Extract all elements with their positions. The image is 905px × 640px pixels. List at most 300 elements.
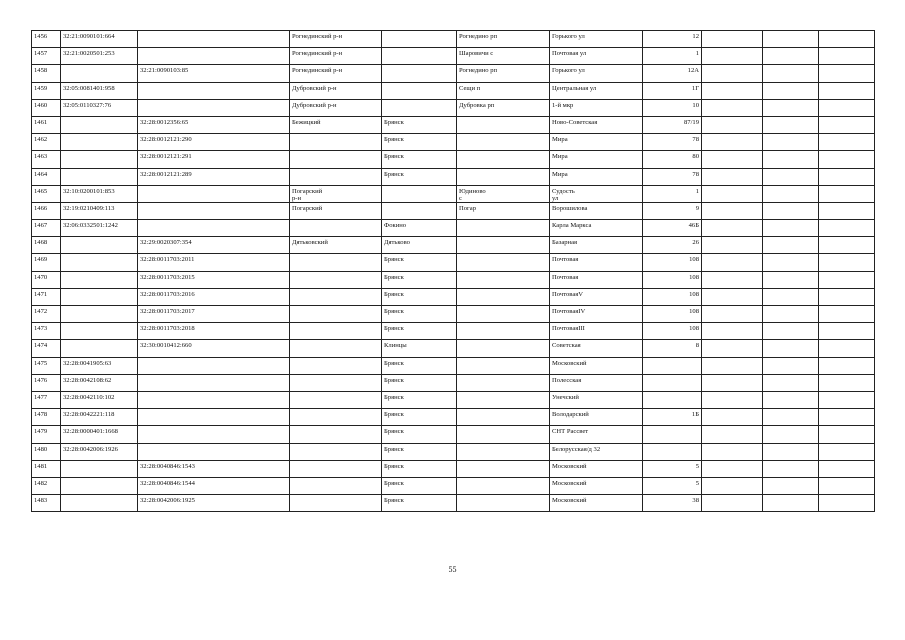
table-row bbox=[32, 151, 875, 168]
table-cell bbox=[702, 202, 763, 219]
table-cell bbox=[763, 254, 819, 271]
table-row bbox=[32, 65, 875, 82]
table-cell: Брянск bbox=[382, 168, 457, 185]
table-cell bbox=[61, 237, 138, 254]
table-cell bbox=[702, 82, 763, 99]
table-cell: 1469 bbox=[32, 254, 61, 271]
table-cell bbox=[457, 409, 550, 426]
table-cell: 32:28:0042006:1926 bbox=[61, 443, 138, 460]
table-cell: ПочтоваяIV bbox=[550, 306, 643, 323]
table-cell: 46Б bbox=[643, 220, 702, 237]
table-cell: Центральная ул bbox=[550, 82, 643, 99]
table-cell bbox=[819, 426, 875, 443]
table-cell bbox=[819, 48, 875, 65]
table-cell bbox=[819, 99, 875, 116]
table-cell bbox=[763, 134, 819, 151]
table-cell bbox=[763, 306, 819, 323]
table-cell bbox=[61, 134, 138, 151]
table-cell bbox=[702, 340, 763, 357]
table-cell: Брянск bbox=[382, 477, 457, 494]
table-cell bbox=[382, 65, 457, 82]
table-cell bbox=[457, 168, 550, 185]
table-cell bbox=[138, 99, 290, 116]
table-cell bbox=[457, 495, 550, 512]
table-cell bbox=[702, 237, 763, 254]
table-cell bbox=[457, 323, 550, 340]
table-cell: 32:21:0090103:85 bbox=[138, 65, 290, 82]
table-cell: Мира bbox=[550, 134, 643, 151]
table-cell: 32:05:0110327:76 bbox=[61, 99, 138, 116]
table-cell: 32:28:0042110:102 bbox=[61, 391, 138, 408]
table-cell: Брянск bbox=[382, 134, 457, 151]
table-cell bbox=[61, 116, 138, 133]
table-cell bbox=[457, 151, 550, 168]
table-cell: 32:28:0012356:65 bbox=[138, 116, 290, 133]
table-cell: 1481 bbox=[32, 460, 61, 477]
table-cell bbox=[138, 443, 290, 460]
table-cell bbox=[763, 99, 819, 116]
table-cell: ПочтоваяV bbox=[550, 288, 643, 305]
table-cell: 32:28:0011703:2018 bbox=[138, 323, 290, 340]
table-cell: Клинцы bbox=[382, 340, 457, 357]
table-cell: 32:10:0200101:853 bbox=[61, 185, 138, 202]
table-cell bbox=[763, 391, 819, 408]
table-cell: Мира bbox=[550, 168, 643, 185]
table-cell: 1480 bbox=[32, 443, 61, 460]
table-cell: 108 bbox=[643, 288, 702, 305]
table-cell: 1471 bbox=[32, 288, 61, 305]
table-cell bbox=[290, 495, 382, 512]
table-cell bbox=[763, 288, 819, 305]
table-cell: Советская bbox=[550, 340, 643, 357]
table-cell: 12А bbox=[643, 65, 702, 82]
table-cell: Рогнединский р-н bbox=[290, 31, 382, 48]
table-cell bbox=[61, 288, 138, 305]
table-cell bbox=[290, 134, 382, 151]
table-cell: 32:28:0011703:2011 bbox=[138, 254, 290, 271]
table-cell: Погарский bbox=[290, 202, 382, 219]
table-cell bbox=[643, 357, 702, 374]
table-cell bbox=[290, 460, 382, 477]
table-cell bbox=[138, 31, 290, 48]
table-cell: Дятьково bbox=[382, 237, 457, 254]
table-cell bbox=[702, 495, 763, 512]
table-cell bbox=[61, 151, 138, 168]
table-cell: 1479 bbox=[32, 426, 61, 443]
table-cell bbox=[138, 202, 290, 219]
table-cell bbox=[702, 477, 763, 494]
table-cell bbox=[819, 409, 875, 426]
table-cell: 1470 bbox=[32, 271, 61, 288]
table-body bbox=[32, 31, 875, 512]
table-cell: Дубровка рп bbox=[457, 99, 550, 116]
table-cell bbox=[763, 185, 819, 202]
table-cell: Ново-Советская bbox=[550, 116, 643, 133]
table-cell bbox=[702, 409, 763, 426]
table-cell bbox=[763, 202, 819, 219]
table-cell bbox=[457, 426, 550, 443]
table-cell: 1478 bbox=[32, 409, 61, 426]
table-cell: 78 bbox=[643, 134, 702, 151]
table-cell bbox=[382, 31, 457, 48]
table-cell: 32:28:0012121:291 bbox=[138, 151, 290, 168]
table-cell: Брянск bbox=[382, 391, 457, 408]
table-cell: Брянск bbox=[382, 288, 457, 305]
table-cell bbox=[819, 116, 875, 133]
table-cell bbox=[382, 48, 457, 65]
table-row bbox=[32, 460, 875, 477]
table-cell bbox=[290, 271, 382, 288]
table-cell bbox=[138, 185, 290, 202]
table-cell: Брянск bbox=[382, 460, 457, 477]
table-cell bbox=[763, 237, 819, 254]
table-cell bbox=[819, 82, 875, 99]
table-cell bbox=[819, 374, 875, 391]
table-cell: Белорусская/д 32 bbox=[550, 443, 643, 460]
table-cell bbox=[457, 340, 550, 357]
table-cell bbox=[382, 185, 457, 202]
table-cell bbox=[643, 374, 702, 391]
table-cell bbox=[138, 357, 290, 374]
table-cell: Полесская bbox=[550, 374, 643, 391]
table-cell bbox=[763, 460, 819, 477]
table-cell bbox=[763, 82, 819, 99]
table-cell bbox=[457, 477, 550, 494]
table-cell bbox=[457, 220, 550, 237]
table-cell: 32:28:0040846:1543 bbox=[138, 460, 290, 477]
table-cell: 1-й мкр bbox=[550, 99, 643, 116]
table-cell bbox=[763, 323, 819, 340]
table-cell: 32:28:0012121:289 bbox=[138, 168, 290, 185]
table-cell bbox=[702, 357, 763, 374]
table-cell bbox=[138, 426, 290, 443]
table-cell: 1458 bbox=[32, 65, 61, 82]
table-cell: Ворошилова bbox=[550, 202, 643, 219]
table-cell: 1476 bbox=[32, 374, 61, 391]
table-cell bbox=[763, 220, 819, 237]
table-row bbox=[32, 288, 875, 305]
table-row bbox=[32, 495, 875, 512]
table-cell bbox=[819, 495, 875, 512]
table-cell: Дятьковский bbox=[290, 237, 382, 254]
table-cell bbox=[819, 31, 875, 48]
table-cell: 32:28:0012121:290 bbox=[138, 134, 290, 151]
table-cell: 32:28:0042221:118 bbox=[61, 409, 138, 426]
table-cell bbox=[290, 477, 382, 494]
table-cell: 1 bbox=[643, 48, 702, 65]
table-cell bbox=[819, 65, 875, 82]
table-cell: 78 bbox=[643, 168, 702, 185]
table-cell: Брянск bbox=[382, 151, 457, 168]
table-cell: 87/19 bbox=[643, 116, 702, 133]
table-row bbox=[32, 477, 875, 494]
table-cell bbox=[290, 288, 382, 305]
table-cell bbox=[290, 220, 382, 237]
table-cell bbox=[457, 460, 550, 477]
table-cell bbox=[702, 306, 763, 323]
table-cell bbox=[138, 82, 290, 99]
table-row bbox=[32, 357, 875, 374]
table-row bbox=[32, 220, 875, 237]
table-row bbox=[32, 31, 875, 48]
table-cell: 32:21:0020501:253 bbox=[61, 48, 138, 65]
table-cell: Брянск bbox=[382, 357, 457, 374]
table-cell bbox=[382, 82, 457, 99]
table-cell bbox=[702, 65, 763, 82]
table-cell bbox=[763, 357, 819, 374]
table-cell bbox=[138, 374, 290, 391]
table-cell bbox=[819, 134, 875, 151]
table-cell bbox=[819, 357, 875, 374]
table-row bbox=[32, 271, 875, 288]
table-cell: 32:28:0011703:2015 bbox=[138, 271, 290, 288]
cadastral-table bbox=[31, 30, 875, 512]
table-cell: 10 bbox=[643, 99, 702, 116]
table-cell: 26 bbox=[643, 237, 702, 254]
table-cell: 1462 bbox=[32, 134, 61, 151]
table-row bbox=[32, 99, 875, 116]
table-cell bbox=[819, 288, 875, 305]
table-cell bbox=[138, 409, 290, 426]
table-cell bbox=[819, 443, 875, 460]
table-cell bbox=[290, 426, 382, 443]
table-cell bbox=[382, 202, 457, 219]
table-cell: Почтовая bbox=[550, 271, 643, 288]
table-cell bbox=[138, 48, 290, 65]
table-cell bbox=[819, 340, 875, 357]
table-cell bbox=[763, 495, 819, 512]
table-cell bbox=[61, 271, 138, 288]
table-cell: Горького ул bbox=[550, 65, 643, 82]
table-cell: Московский bbox=[550, 357, 643, 374]
table-cell: Судость ул bbox=[550, 185, 643, 202]
table-cell: 32:30:0010412:660 bbox=[138, 340, 290, 357]
table-cell bbox=[702, 443, 763, 460]
table-cell: Брянск bbox=[382, 374, 457, 391]
table-cell: 1483 bbox=[32, 495, 61, 512]
table-cell bbox=[61, 306, 138, 323]
table-cell bbox=[763, 374, 819, 391]
table-cell bbox=[702, 99, 763, 116]
table-row bbox=[32, 237, 875, 254]
table-cell: Погарский р-н bbox=[290, 185, 382, 202]
table-row bbox=[32, 185, 875, 202]
table-cell bbox=[290, 323, 382, 340]
table-cell bbox=[702, 323, 763, 340]
table-cell bbox=[290, 340, 382, 357]
table-cell bbox=[702, 288, 763, 305]
table-cell bbox=[61, 65, 138, 82]
table-cell: 1475 bbox=[32, 357, 61, 374]
table-row bbox=[32, 409, 875, 426]
table-cell: Брянск bbox=[382, 323, 457, 340]
table-cell bbox=[702, 151, 763, 168]
table-cell bbox=[290, 409, 382, 426]
table-row bbox=[32, 374, 875, 391]
table-row bbox=[32, 306, 875, 323]
table-cell: 80 bbox=[643, 151, 702, 168]
table-row bbox=[32, 168, 875, 185]
table-cell: 38 bbox=[643, 495, 702, 512]
table-cell bbox=[819, 202, 875, 219]
table-cell: Рогнедино рп bbox=[457, 31, 550, 48]
table-cell bbox=[457, 374, 550, 391]
table-row bbox=[32, 134, 875, 151]
table-cell bbox=[702, 168, 763, 185]
table-cell bbox=[819, 271, 875, 288]
table-cell bbox=[763, 65, 819, 82]
table-cell: ПочтоваяIII bbox=[550, 323, 643, 340]
table-cell: 108 bbox=[643, 254, 702, 271]
table-cell: Фокино bbox=[382, 220, 457, 237]
table-cell: Горького ул bbox=[550, 31, 643, 48]
table-cell: 108 bbox=[643, 271, 702, 288]
table-cell: 108 bbox=[643, 323, 702, 340]
table-cell bbox=[457, 306, 550, 323]
table-cell: Брянск bbox=[382, 426, 457, 443]
table-cell: 5 bbox=[643, 477, 702, 494]
table-cell: 1468 bbox=[32, 237, 61, 254]
table-cell bbox=[702, 460, 763, 477]
table-cell bbox=[290, 306, 382, 323]
table-cell bbox=[702, 116, 763, 133]
table-cell bbox=[819, 323, 875, 340]
page-number: 55 bbox=[448, 565, 457, 574]
table-cell: 1Г bbox=[643, 82, 702, 99]
table-row bbox=[32, 82, 875, 99]
table-cell bbox=[702, 254, 763, 271]
table-cell bbox=[457, 237, 550, 254]
table-cell: Брянск bbox=[382, 306, 457, 323]
table-cell bbox=[457, 271, 550, 288]
table-cell: Брянск bbox=[382, 409, 457, 426]
table-cell bbox=[290, 357, 382, 374]
table-cell: 32:19:0210409:113 bbox=[61, 202, 138, 219]
table-cell bbox=[61, 340, 138, 357]
table-row bbox=[32, 340, 875, 357]
table-cell: 32:28:0000401:1668 bbox=[61, 426, 138, 443]
table-cell bbox=[61, 254, 138, 271]
table-cell: 1466 bbox=[32, 202, 61, 219]
table-cell: 32:05:0081401:958 bbox=[61, 82, 138, 99]
table-cell: 32:21:0090101:664 bbox=[61, 31, 138, 48]
table-cell: 1461 bbox=[32, 116, 61, 133]
table-cell: 32:28:0011703:2017 bbox=[138, 306, 290, 323]
table-cell bbox=[61, 323, 138, 340]
table-cell: 108 bbox=[643, 306, 702, 323]
table-cell bbox=[763, 271, 819, 288]
table-cell: Московский bbox=[550, 495, 643, 512]
table-cell bbox=[763, 477, 819, 494]
table-cell: Юдиново с bbox=[457, 185, 550, 202]
table-cell: 32:29:0020307:354 bbox=[138, 237, 290, 254]
table-cell bbox=[819, 220, 875, 237]
table-cell: 1463 bbox=[32, 151, 61, 168]
table-cell bbox=[643, 443, 702, 460]
table-cell bbox=[457, 391, 550, 408]
table-cell: СНТ Рассвет bbox=[550, 426, 643, 443]
table-cell bbox=[819, 254, 875, 271]
table-cell bbox=[290, 374, 382, 391]
table-cell bbox=[290, 168, 382, 185]
table-cell: 1460 bbox=[32, 99, 61, 116]
table-cell: 32:28:0042006:1925 bbox=[138, 495, 290, 512]
table-cell: Карла Маркса bbox=[550, 220, 643, 237]
table-cell bbox=[763, 409, 819, 426]
table-row bbox=[32, 426, 875, 443]
table-cell bbox=[763, 31, 819, 48]
table-cell bbox=[819, 391, 875, 408]
table-cell: Московский bbox=[550, 460, 643, 477]
table-cell bbox=[457, 443, 550, 460]
table-cell bbox=[763, 116, 819, 133]
table-cell: Почтовая bbox=[550, 254, 643, 271]
table-cell bbox=[61, 168, 138, 185]
table-cell bbox=[290, 151, 382, 168]
table-cell bbox=[61, 477, 138, 494]
table-cell bbox=[290, 443, 382, 460]
table-cell: 1477 bbox=[32, 391, 61, 408]
table-cell bbox=[702, 220, 763, 237]
table-cell bbox=[702, 134, 763, 151]
table-cell bbox=[290, 254, 382, 271]
table-row bbox=[32, 202, 875, 219]
table-cell bbox=[819, 185, 875, 202]
table-cell bbox=[819, 460, 875, 477]
table-cell bbox=[138, 220, 290, 237]
table-cell bbox=[457, 288, 550, 305]
table-cell bbox=[702, 31, 763, 48]
table-cell bbox=[819, 151, 875, 168]
table-cell bbox=[457, 357, 550, 374]
table-cell: Базарная bbox=[550, 237, 643, 254]
table-cell bbox=[138, 391, 290, 408]
table-cell bbox=[763, 151, 819, 168]
table-cell bbox=[702, 426, 763, 443]
table-cell: 1459 bbox=[32, 82, 61, 99]
table-cell: Дубровский р-н bbox=[290, 82, 382, 99]
table-cell bbox=[819, 168, 875, 185]
table-cell: 1473 bbox=[32, 323, 61, 340]
table-cell: 9 bbox=[643, 202, 702, 219]
table-cell: Дубровский р-н bbox=[290, 99, 382, 116]
table-cell: 32:06:0332501:1242 bbox=[61, 220, 138, 237]
table-cell: Почтовая ул bbox=[550, 48, 643, 65]
table-cell: Рогнединский р-н bbox=[290, 65, 382, 82]
table-cell bbox=[819, 306, 875, 323]
table-row bbox=[32, 443, 875, 460]
table-cell: 1472 bbox=[32, 306, 61, 323]
table-cell: Брянск bbox=[382, 116, 457, 133]
table-cell bbox=[457, 254, 550, 271]
table-row bbox=[32, 391, 875, 408]
table-cell bbox=[702, 391, 763, 408]
table-cell: 1 bbox=[643, 185, 702, 202]
table-cell: 32:28:0040846:1544 bbox=[138, 477, 290, 494]
table-cell bbox=[763, 340, 819, 357]
table-cell: Сещи п bbox=[457, 82, 550, 99]
table-cell bbox=[643, 426, 702, 443]
table-cell: 1474 bbox=[32, 340, 61, 357]
table-row bbox=[32, 116, 875, 133]
table-cell bbox=[643, 391, 702, 408]
table-cell: 1Б bbox=[643, 409, 702, 426]
table-cell: 1457 bbox=[32, 48, 61, 65]
table-cell bbox=[763, 168, 819, 185]
table-cell: 1465 bbox=[32, 185, 61, 202]
table-cell: 32:28:0042108:62 bbox=[61, 374, 138, 391]
table-cell: 1456 bbox=[32, 31, 61, 48]
